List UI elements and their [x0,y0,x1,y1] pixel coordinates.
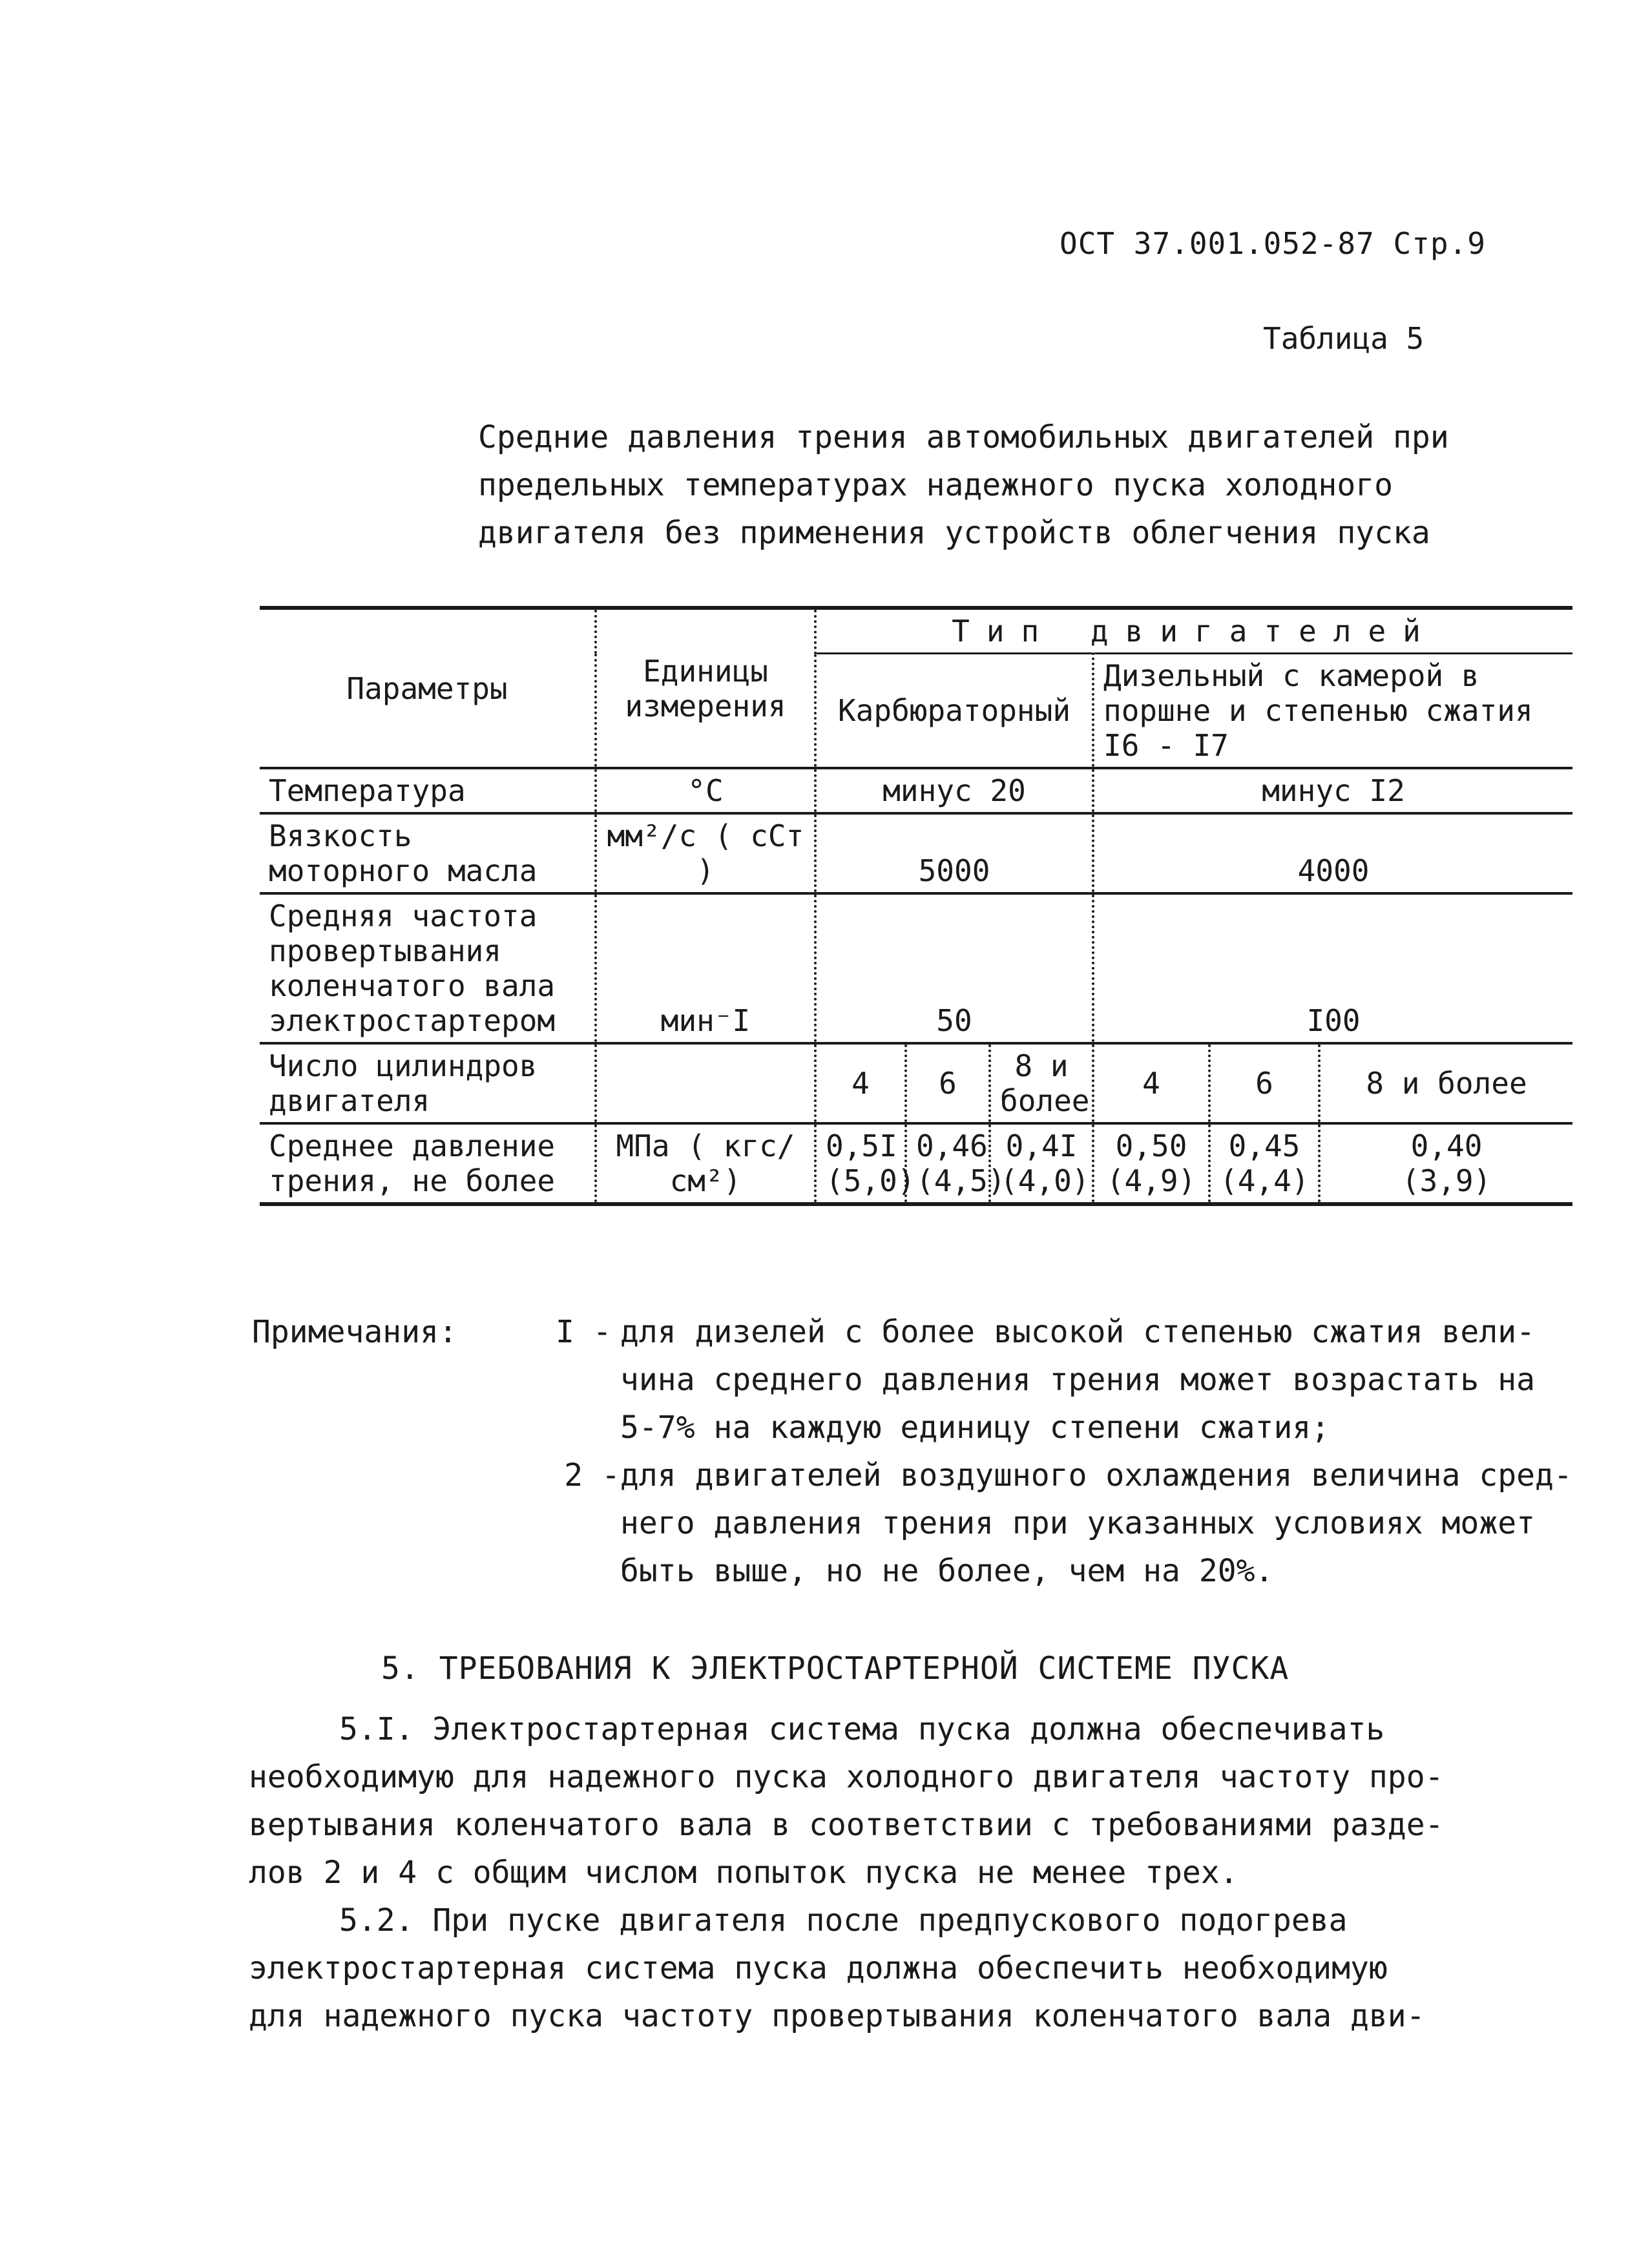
note-line: для двигателей воздушного охлаждения величина сред- [620,1457,1572,1493]
friction-cell [1209,1123,1319,1204]
table-head-row-1 [260,608,1572,654]
param-cell: Среднее давление трения, не более [260,1123,596,1204]
note-line: него давления трения при указанных условиях может [620,1505,1536,1541]
friction-mpa: 0,46 [916,1129,988,1163]
note-line: для дизелей с более высокой степенью сжатия вели- [620,1314,1536,1350]
table-row-cylinders [260,1043,1572,1123]
note-line: 5-7% на каждую единицу степени сжатия; [620,1410,1330,1446]
carb-cell: минус 20 [815,768,1093,813]
friction-cell [990,1123,1093,1204]
friction-cell [815,1123,915,1204]
para-line: для надежного пуска частоту провертывания коленчатого вала дви- [249,1998,1425,2034]
cyl-cell: 4 [1093,1043,1209,1123]
head-engine-type: Тип двигателей [815,608,1572,654]
friction-cell [1093,1123,1209,1204]
note-text [556,1308,1572,1595]
friction-table-wrap [260,606,1572,1206]
friction-kgf: (4,9) [1106,1163,1196,1198]
para-line: лов 2 и 4 с общим числом попыток пуска не менее трех. [249,1855,1238,1891]
diesel-cell: I00 [1093,893,1572,1043]
friction-kgf: (5,0) [826,1163,915,1198]
table-row-temperature [260,768,1572,813]
friction-table [260,606,1572,1206]
notes-prefix: Примечания: [252,1314,457,1350]
param-cell: Число цилиндров двигателя [260,1043,596,1123]
cyl-cell: 6 [906,1043,990,1123]
caption-line: Средние давления трения автомобильных двигателей при [478,419,1449,455]
unit-cell: мин⁻I [596,893,815,1043]
page-header: ОСТ 37.001.052-87 Стр.9 [1060,226,1486,261]
para-line: необходимую для надежного пуска холодного двигателя частоту про- [249,1759,1444,1795]
table-row-crank-speed [260,893,1572,1043]
notes [252,1308,1572,1595]
para-line: 5.I. Электростартерная система пуска должна обеспечивать [339,1711,1385,1747]
unit-cell: МПа ( кгс/см²) [596,1123,815,1204]
paragraph-5-2 [249,1897,1573,2040]
friction-mpa: 0,4I [1005,1129,1078,1163]
friction-mpa: 0,50 [1115,1129,1187,1163]
paragraph-5-1 [249,1705,1573,1897]
table-label: Таблица 5 [1263,321,1425,356]
param-cell: Вязкость моторного масла [260,813,596,893]
para-line: 5.2. При пуске двигателя после предпускового подогрева [339,1902,1348,1939]
note-1 [252,1308,1572,1595]
diesel-cell: минус I2 [1093,768,1572,813]
caption-line: предельных температурах надежного пуска холодного [478,467,1394,503]
friction-kgf: (3,9) [1401,1163,1492,1198]
note-number: I - [556,1314,612,1350]
param-cell: Температура [260,768,596,813]
table-caption [478,413,1449,557]
param-cell: Средняя частота провертывания коленчатого вала электростартером [260,893,596,1043]
cyl-cell: 6 [1209,1043,1319,1123]
friction-kgf: (4,5) [916,1163,1006,1198]
head-units: Единицы измерения [596,608,815,768]
note-line: чина среднего давления трения может возрастать на [620,1362,1536,1398]
diesel-cell: 4000 [1093,813,1572,893]
carb-cell: 5000 [815,813,1093,893]
cyl-cell: 4 [815,1043,906,1123]
table-row-friction [260,1123,1572,1204]
friction-cell [906,1123,1006,1204]
para-line: электростартерная система пуска должна обеспечить необходимую [249,1950,1388,1986]
cyl-cell: 8 и более [1319,1043,1572,1123]
head-carb: Карбюраторный [815,654,1093,769]
caption-line: двигателя без применения устройств облегчения пуска [478,515,1430,551]
note-line: быть выше, но не более, чем на 20%. [620,1553,1274,1589]
para-line: вертывания коленчатого вала в соответствии с требованиями разде- [249,1807,1444,1843]
friction-cell [1319,1123,1572,1204]
friction-kgf: (4,0) [1000,1163,1090,1198]
unit-cell [596,1043,815,1123]
friction-kgf: (4,4) [1220,1163,1310,1198]
section-title: 5. ТРЕБОВАНИЯ К ЭЛЕКТРОСТАРТЕРНОЙ СИСТЕМЕ ПУСКА [381,1650,1290,1687]
note-number: 2 - [564,1457,620,1493]
friction-mpa: 0,5I [826,1129,897,1163]
cyl-cell: 8 и более [990,1043,1093,1123]
unit-cell: °С [596,768,815,813]
head-diesel: Дизельный с камерой в поршне и степенью сжатия I6 - I7 [1093,654,1572,769]
friction-mpa: 0,45 [1228,1129,1300,1163]
unit-cell: мм²/с ( сСт ) [596,813,815,893]
carb-cell: 50 [815,893,1093,1043]
friction-mpa: 0,40 [1410,1129,1483,1163]
head-params: Параметры [260,608,596,768]
section-body [249,1705,1573,2040]
table-row-viscosity [260,813,1572,893]
